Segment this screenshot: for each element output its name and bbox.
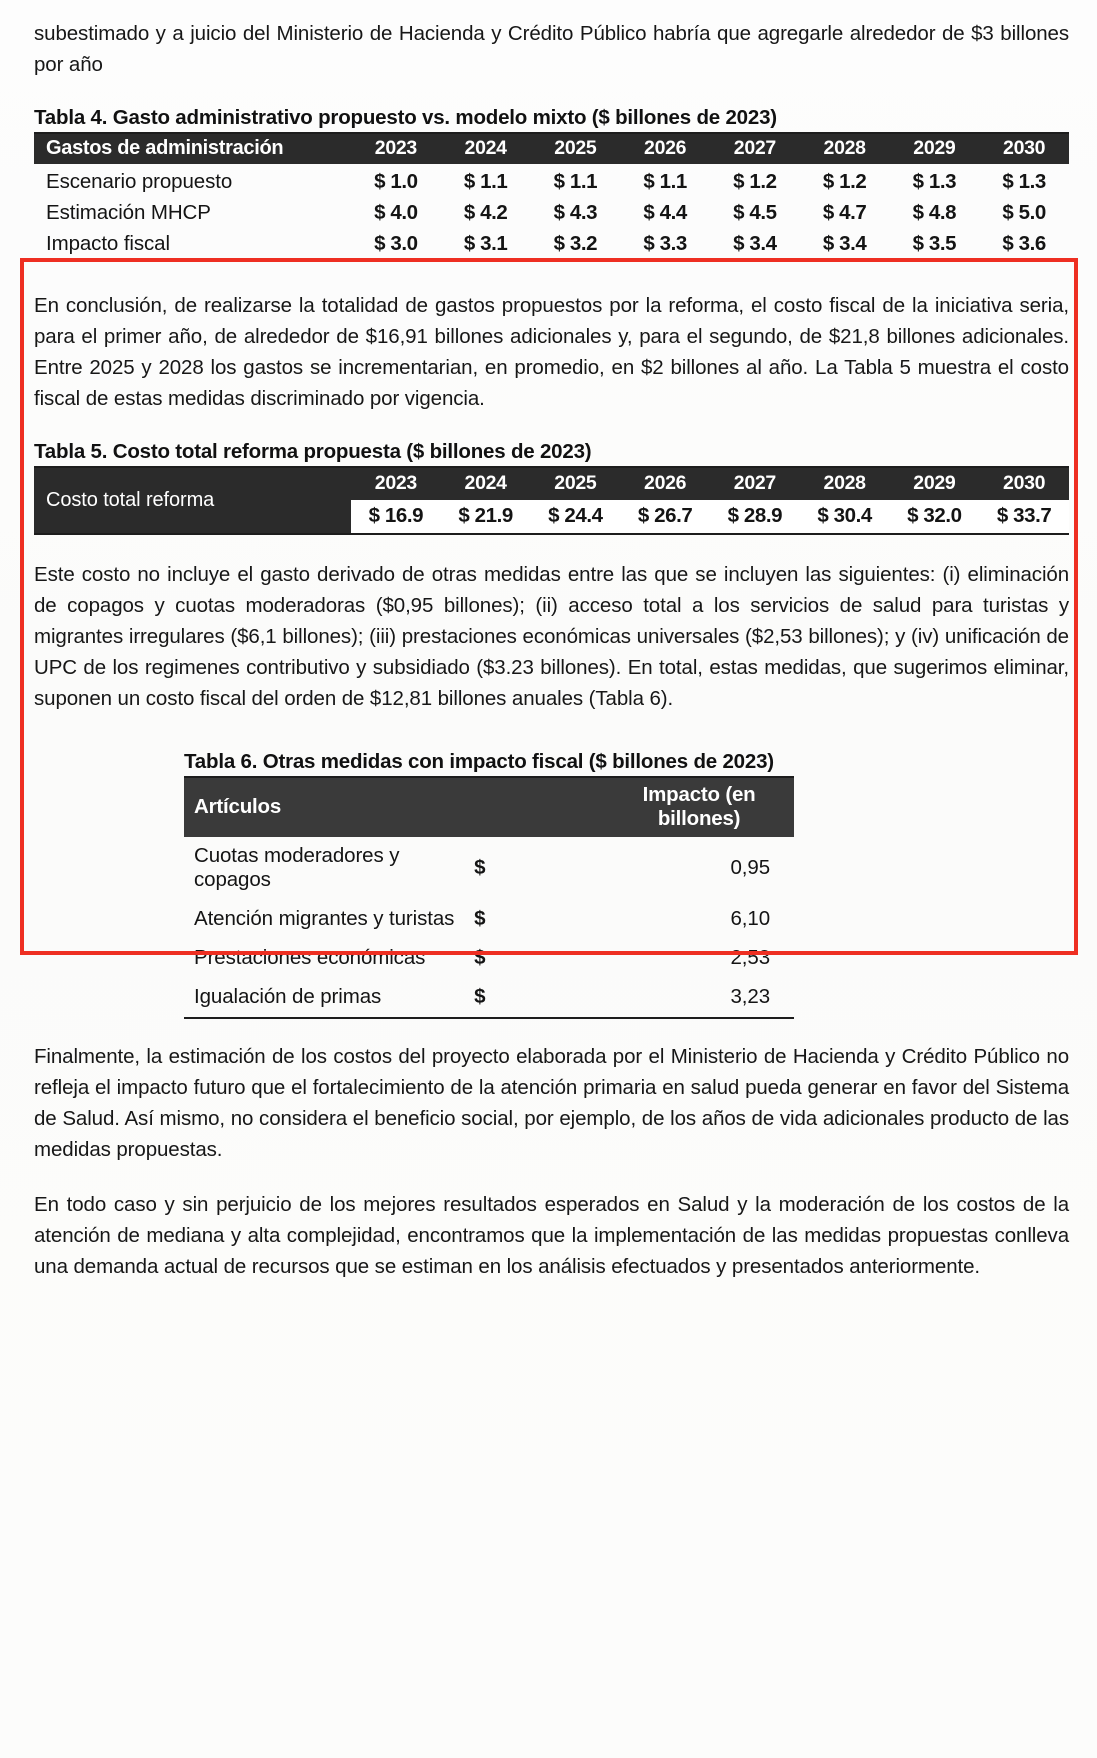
paragraph-otras-medidas: Este costo no incluye el gasto derivado de otras medidas entre las que se incluyen las siguientes: (i) eliminación de copagos y cuotas moderadoras ($0,95 billones); (ii) acceso total a los servicios de salud para turistas y migrantes irregulares ($6,1 billones); (iii) prestaciones económicas universales ($2,53 billones); y (iv) unificación de UPC de los regimenes contributivo y subsidiado ($3.23 billones). En total, estas medidas, que sugerimos eliminar, suponen un costo fiscal del orden de $12,81 billones anuales (Tabla 6). bbox=[34, 563, 1069, 710]
table6-currency: $ bbox=[474, 946, 486, 969]
table4-header-year: 2027 bbox=[710, 133, 800, 164]
table4-cell: $ 5.0 bbox=[1002, 201, 1046, 224]
table-row bbox=[34, 198, 1069, 229]
table6-value: 3,23 bbox=[604, 978, 794, 1018]
table-row bbox=[184, 900, 794, 939]
table6-currency: $ bbox=[474, 856, 486, 879]
table5-cell: $ 32.0 bbox=[890, 500, 980, 534]
paragraph-final-1: Finalmente, la estimación de los costos del proyecto elaborada por el Ministerio de Hacienda y Crédito Público no refleja el impacto futuro que el fortalecimiento de la atención primaria en salud pueda generar en favor del Sistema de Salud. Así mismo, no considera el beneficio social, por ejemplo, de los años de vida adicionales producto de las medidas propuestas. bbox=[34, 1045, 1069, 1161]
table4-cell: $ 1.1 bbox=[553, 170, 598, 193]
table4-title: Tabla 4. Gasto administrativo propuesto vs. modelo mixto ($ billones de 2023) bbox=[34, 106, 777, 129]
table4-header-label: Gastos de administración bbox=[34, 133, 351, 164]
table4-cell: $ 3.4 bbox=[710, 229, 800, 261]
table4-cell: $ 1.2 bbox=[822, 170, 867, 193]
table-row bbox=[34, 229, 1069, 261]
table5-cell: $ 28.9 bbox=[710, 500, 800, 534]
table5-cell: $ 33.7 bbox=[979, 500, 1069, 534]
table4-cell: $ 3.2 bbox=[531, 229, 621, 261]
table6-title: Tabla 6. Otras medidas con impacto fiscal ($ billones de 2023) bbox=[184, 750, 774, 773]
table-row bbox=[34, 164, 1069, 198]
table4-cell: $ 4.2 bbox=[463, 201, 508, 224]
table6-header-articulos: Artículos bbox=[184, 777, 604, 837]
table4-cell: $ 4.7 bbox=[822, 201, 867, 224]
table4-cell: $ 1.3 bbox=[912, 170, 957, 193]
table5-header-year: 2030 bbox=[979, 467, 1069, 500]
table4-cell: $ 3.1 bbox=[441, 229, 531, 261]
table6-value: 0,95 bbox=[730, 856, 770, 879]
table4-head bbox=[34, 133, 1069, 164]
table6 bbox=[184, 776, 794, 1019]
table6-row-label: Cuotas moderadores y copagos bbox=[194, 844, 400, 891]
table5 bbox=[34, 466, 1069, 535]
table6-currency: $ bbox=[474, 907, 486, 930]
table5-cell: $ 30.4 bbox=[800, 500, 890, 534]
table6-value: 6,10 bbox=[730, 907, 770, 930]
table6-head bbox=[184, 777, 794, 837]
table5-cell: $ 21.9 bbox=[441, 500, 531, 534]
table6-header-row bbox=[184, 777, 794, 837]
table4-header-year: 2024 bbox=[441, 133, 531, 164]
table4-cell: $ 4.3 bbox=[553, 201, 598, 224]
table5-header-year: 2026 bbox=[620, 467, 710, 500]
table4-row-label: Estimación MHCP bbox=[46, 201, 211, 224]
table6-row-label: Atención migrantes y turistas bbox=[194, 907, 455, 930]
table5-header-year: 2023 bbox=[351, 467, 441, 500]
table5-cell: $ 26.7 bbox=[620, 500, 710, 534]
table4-cell: $ 3.0 bbox=[351, 229, 441, 261]
table6-row-label: Prestaciones económicas bbox=[194, 946, 426, 969]
table4-header-year: 2029 bbox=[890, 133, 980, 164]
table5-title: Tabla 5. Costo total reforma propuesta ($ billones de 2023) bbox=[34, 440, 592, 463]
table4-cell: $ 4.4 bbox=[643, 201, 687, 224]
table4-cell: $ 3.6 bbox=[979, 229, 1069, 261]
paragraph-conclusion: En conclusión, de realizarse la totalidad de gastos propuestos por la reforma, el costo fiscal de la iniciativa seria, para el primer año, de alrededor de $16,91 billones adicionales y, para el segundo, de $21,8 billones adicionales. Entre 2025 y 2028 los gastos se incrementarian, en promedio, en $2 billones al año. La Tabla 5 muestra el costo fiscal de estas medidas discriminado por vigencia. bbox=[34, 294, 1069, 410]
table4-header-year: 2028 bbox=[800, 133, 890, 164]
table5-row-label: Costo total reforma bbox=[34, 467, 351, 534]
table4-header-year: 2026 bbox=[620, 133, 710, 164]
table4-cell: $ 3.3 bbox=[620, 229, 710, 261]
table4-cell: $ 4.8 bbox=[912, 201, 957, 224]
table4-cell: $ 1.2 bbox=[733, 170, 777, 193]
table6-value: 2,53 bbox=[730, 946, 770, 969]
table5-header-row bbox=[34, 467, 1069, 500]
table4-cell: $ 1.0 bbox=[374, 170, 418, 193]
table6-currency: $ bbox=[466, 978, 604, 1018]
table5-header-year: 2025 bbox=[531, 467, 621, 500]
table4-header-year: 2030 bbox=[979, 133, 1069, 164]
table6-row-label: Igualación de primas bbox=[184, 978, 466, 1018]
table5-header-year: 2027 bbox=[710, 467, 800, 500]
table4-cell: $ 3.5 bbox=[890, 229, 980, 261]
table5-header-year: 2028 bbox=[800, 467, 890, 500]
table4-cell: $ 1.3 bbox=[1002, 170, 1046, 193]
table5-header-year: 2024 bbox=[441, 467, 531, 500]
table4-header-year: 2023 bbox=[351, 133, 441, 164]
table4-header-year: 2025 bbox=[531, 133, 621, 164]
table5-header-year: 2029 bbox=[890, 467, 980, 500]
table-row bbox=[184, 978, 794, 1018]
table4-cell: $ 4.0 bbox=[374, 201, 418, 224]
table6-container bbox=[184, 748, 794, 1019]
table6-body bbox=[184, 837, 794, 1018]
table4-cell: $ 4.5 bbox=[733, 201, 777, 224]
table5-cell: $ 16.9 bbox=[351, 500, 441, 534]
paragraph-intro: subestimado y a juicio del Ministerio de Hacienda y Crédito Público habría que agregarle alrededor de $3 billones por año bbox=[34, 22, 1069, 76]
table4-body bbox=[34, 164, 1069, 261]
table4-cell: $ 1.1 bbox=[463, 170, 508, 193]
table4-cell: $ 3.4 bbox=[800, 229, 890, 261]
table4 bbox=[34, 132, 1069, 262]
table4-cell: $ 1.1 bbox=[643, 170, 687, 193]
table4-row-label: Impacto fiscal bbox=[34, 229, 351, 261]
table4-row-label: Escenario propuesto bbox=[46, 170, 233, 193]
table-row bbox=[184, 939, 794, 978]
table6-header-impacto: Impacto (en billones) bbox=[604, 777, 794, 837]
table-row bbox=[184, 837, 794, 900]
paragraph-final-2: En todo caso y sin perjuicio de los mejores resultados esperados en Salud y la moderación de los costos de la atención de mediana y alta complejidad, encontramos que la implementación de las medidas propuestas conlleva una demanda actual de recursos que se estiman en los análisis efectuados y presentados anteriormente. bbox=[34, 1193, 1069, 1278]
table4-header-row bbox=[34, 133, 1069, 164]
table5-cell: $ 24.4 bbox=[531, 500, 621, 534]
